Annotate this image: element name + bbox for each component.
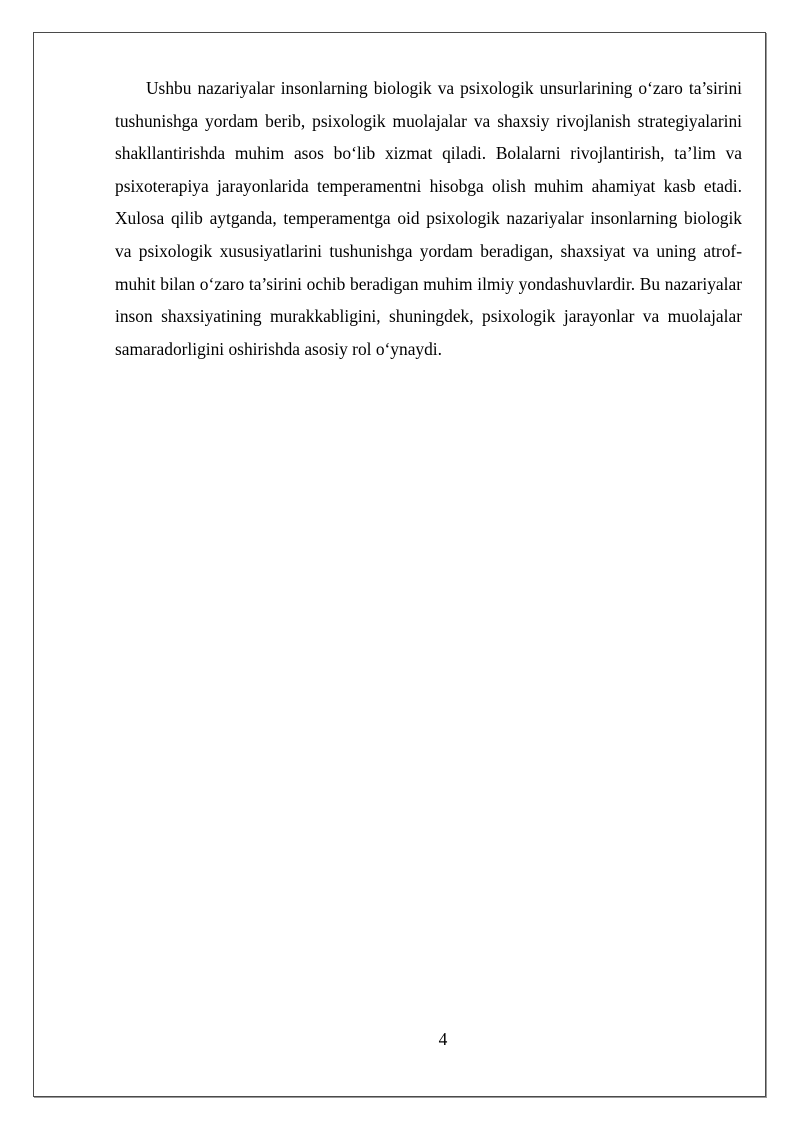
- body-paragraph: Ushbu nazariyalar insonlarning biologik va psixologik unsurlarining o‘zaro ta’sirini tushunishga yordam berib, psixologik muolajalar va shaxsiy rivojlanish strategiyalarini shakllantirishda muhim asos bo‘lib xizmat qiladi. Bolalarni rivojlantirish, ta’lim va psixoterapiya jarayonlarida temperamentni hisobga olish muhim ahamiyat kasb etadi. Xulosa qilib aytganda, temperamentga oid psixologik nazariyalar insonlarning biologik va psixologik xususiyatlarini tushunishga yordam beradigan, shaxsiyat va uning atrof-muhit bilan o‘zaro ta’sirini ochib beradigan muhim ilmiy yondashuvlardir. Bu nazariyalar inson shaxsiyatining murakkabligini, shuningdek, psixologik jarayonlar va muolajalar samaradorligini oshirishda asosiy rol o‘ynaydi.: [115, 78, 742, 359]
- page-number: 4: [438, 1029, 448, 1049]
